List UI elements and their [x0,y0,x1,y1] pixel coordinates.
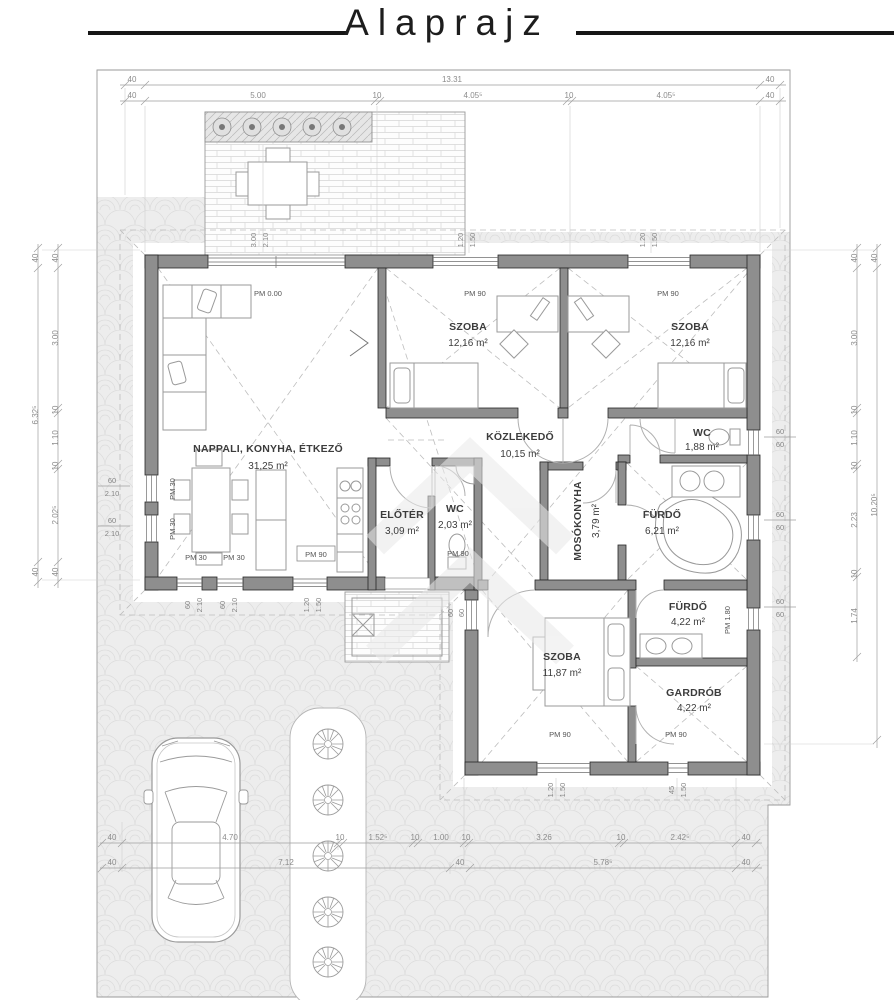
bathroom-sinks [672,466,740,497]
dim: 40 [765,75,775,84]
dim: 10 [850,569,859,579]
room-name-bath-main: FÜRDŐ [642,509,682,521]
dim: 1.74 [850,608,859,624]
level-mark: PM 30 [185,553,207,562]
plant-icon [273,118,291,136]
dim: 40 [870,253,879,263]
opening-spec: 1.50 [468,232,477,248]
room-area-bath-small: 4,22 m² [671,617,705,628]
opening-spec: 2.10 [230,597,239,613]
dim: 40 [741,858,751,867]
dim: 40 [107,833,117,842]
dim: 1.00 [433,833,449,842]
dim: 2.23 [850,512,859,528]
dim: 10 [335,833,345,842]
opening-spec: 1.20 [546,782,555,798]
opening-spec: 60 [446,608,455,618]
dim: 5.78⁵ [593,858,613,867]
dim: 40 [107,858,117,867]
room-name-hall: KÖZLEKEDŐ [486,431,554,443]
opening-spec: 1.20 [456,232,465,248]
dim: 7.12 [278,858,294,867]
dim: 10 [410,833,420,842]
room-area-wc-mid: 1,88 m² [685,442,719,453]
plant-icon [333,118,351,136]
room-area-living: 31,25 m² [248,461,288,472]
plant-icon [243,118,261,136]
dim: 40 [455,858,465,867]
dim: 3.00 [850,330,859,346]
dim: 10 [461,833,471,842]
dim: 40 [127,91,137,100]
plant-icon [303,118,321,136]
dim: 40 [51,567,60,577]
title-rule-right [576,31,894,35]
opening-spec: 2.10 [104,529,120,538]
level-mark: PM 90 [657,289,679,298]
level-mark: PM 90 [447,549,469,558]
level-mark: PM 30 [168,478,177,500]
opening-spec: 3.00 [249,232,258,248]
bed-szoba2 [658,363,746,408]
dim: 40 [31,253,40,263]
room-area-wc-small: 2,03 m² [438,520,472,531]
room-name-bath-small: FÜRDŐ [668,601,708,613]
dim: 4.05⁵ [656,91,676,100]
dim: 10 [372,91,382,100]
opening-spec: 60 [107,476,117,485]
opening-spec: 60 [107,516,117,525]
level-mark: PM 30 [168,518,177,540]
room-name-szoba1: SZOBA [449,321,487,333]
dim: 40 [127,75,137,84]
level-mark: PM 90 [464,289,486,298]
dim: 4.05⁵ [463,91,483,100]
dim: 1.52⁵ [368,833,388,842]
level-mark: PM 90 [549,730,571,739]
room-area-szoba3: 11,87 m² [542,668,582,679]
opening-spec: 60 [775,510,785,519]
dim: 40 [765,91,775,100]
room-name-wc-small: WC [446,503,464,515]
opening-spec: 60 [775,440,785,449]
dim: 10 [850,405,859,415]
opening-spec: 60 [775,597,785,606]
dim: 5.00 [250,91,266,100]
opening-spec: 1.50 [314,597,323,613]
plant-icon [213,118,231,136]
dim: 3.00 [51,330,60,346]
opening-spec: 60 [183,600,192,610]
opening-spec: 2.10 [104,489,120,498]
level-mark: PM 1.80 [723,606,732,634]
opening-spec: 1.20 [638,232,647,248]
opening-spec: 1.20 [302,597,311,613]
room-area-hall: 10,15 m² [500,449,540,460]
opening-spec: 2.10 [261,232,270,248]
dim: 10 [51,461,60,471]
opening-spec: 60 [775,523,785,532]
dim: 10 [616,833,626,842]
opening-spec: 60 [775,610,785,619]
bush-icon [313,947,343,977]
opening-spec: 60 [218,600,227,610]
room-name-szoba3: SZOBA [543,651,581,663]
room-area-szoba1: 12,16 m² [448,338,488,349]
opening-spec: 1.50 [650,232,659,248]
room-name-entry: ELŐTÉR [380,509,424,521]
opening-spec: 45 [667,785,676,795]
dim: 40 [31,567,40,577]
opening-spec: 60 [457,608,466,618]
room-area-entry: 3,09 m² [385,526,419,537]
opening-spec: 1.50 [558,782,567,798]
dim: 3.26 [536,833,552,842]
room-name-living: NAPPALI, KONYHA, ÉTKEZŐ [193,443,343,455]
dim: 40 [850,253,859,263]
bush-icon [313,785,343,815]
car-mirror [239,790,248,804]
room-name-laundry: MOSÓKONYHA [572,481,584,561]
dim: 10.20⁵ [870,493,879,517]
bush-icon [313,841,343,871]
level-mark: PM 30 [223,553,245,562]
dim: 10 [564,91,574,100]
page-title: Alaprajz [344,2,550,43]
room-area-wardrobe: 4,22 m² [677,703,711,714]
small-bath-sinks [640,634,702,658]
level-mark: PM 90 [665,730,687,739]
room-name-szoba2: SZOBA [671,321,709,333]
dim: 40 [51,253,60,263]
room-name-wardrobe: GARDRÓB [666,687,722,699]
garden-path [290,708,366,1000]
dim: 10 [850,461,859,471]
dim: 2.02⁵ [51,505,60,525]
level-mark: PM 90 [305,550,327,559]
dim: 1.10 [51,430,60,446]
room-area-laundry: 3,79 m² [591,504,602,538]
opening-spec: 1.50 [679,782,688,798]
room-name-wc-mid: WC [693,427,711,439]
opening-spec: 60 [775,427,785,436]
dim: 1.10 [850,430,859,446]
bush-icon [313,897,343,927]
room-area-szoba2: 12,16 m² [670,338,710,349]
dim: 6.32⁵ [31,405,40,425]
dim: 13.31 [441,75,463,84]
entrance-threshold [385,578,430,589]
room-area-bath-main: 6,21 m² [645,526,679,537]
opening-spec: 2.10 [195,597,204,613]
dim: 10 [51,405,60,415]
car-mirror [144,790,153,804]
dim: 4.70 [222,833,238,842]
title-bar [0,0,894,62]
bush-icon [313,729,343,759]
bed-szoba1 [390,363,478,408]
dim: 40 [741,833,751,842]
dim: 2.42⁵ [670,833,690,842]
terrace [205,112,465,255]
level-mark: PM 0.00 [254,289,282,298]
